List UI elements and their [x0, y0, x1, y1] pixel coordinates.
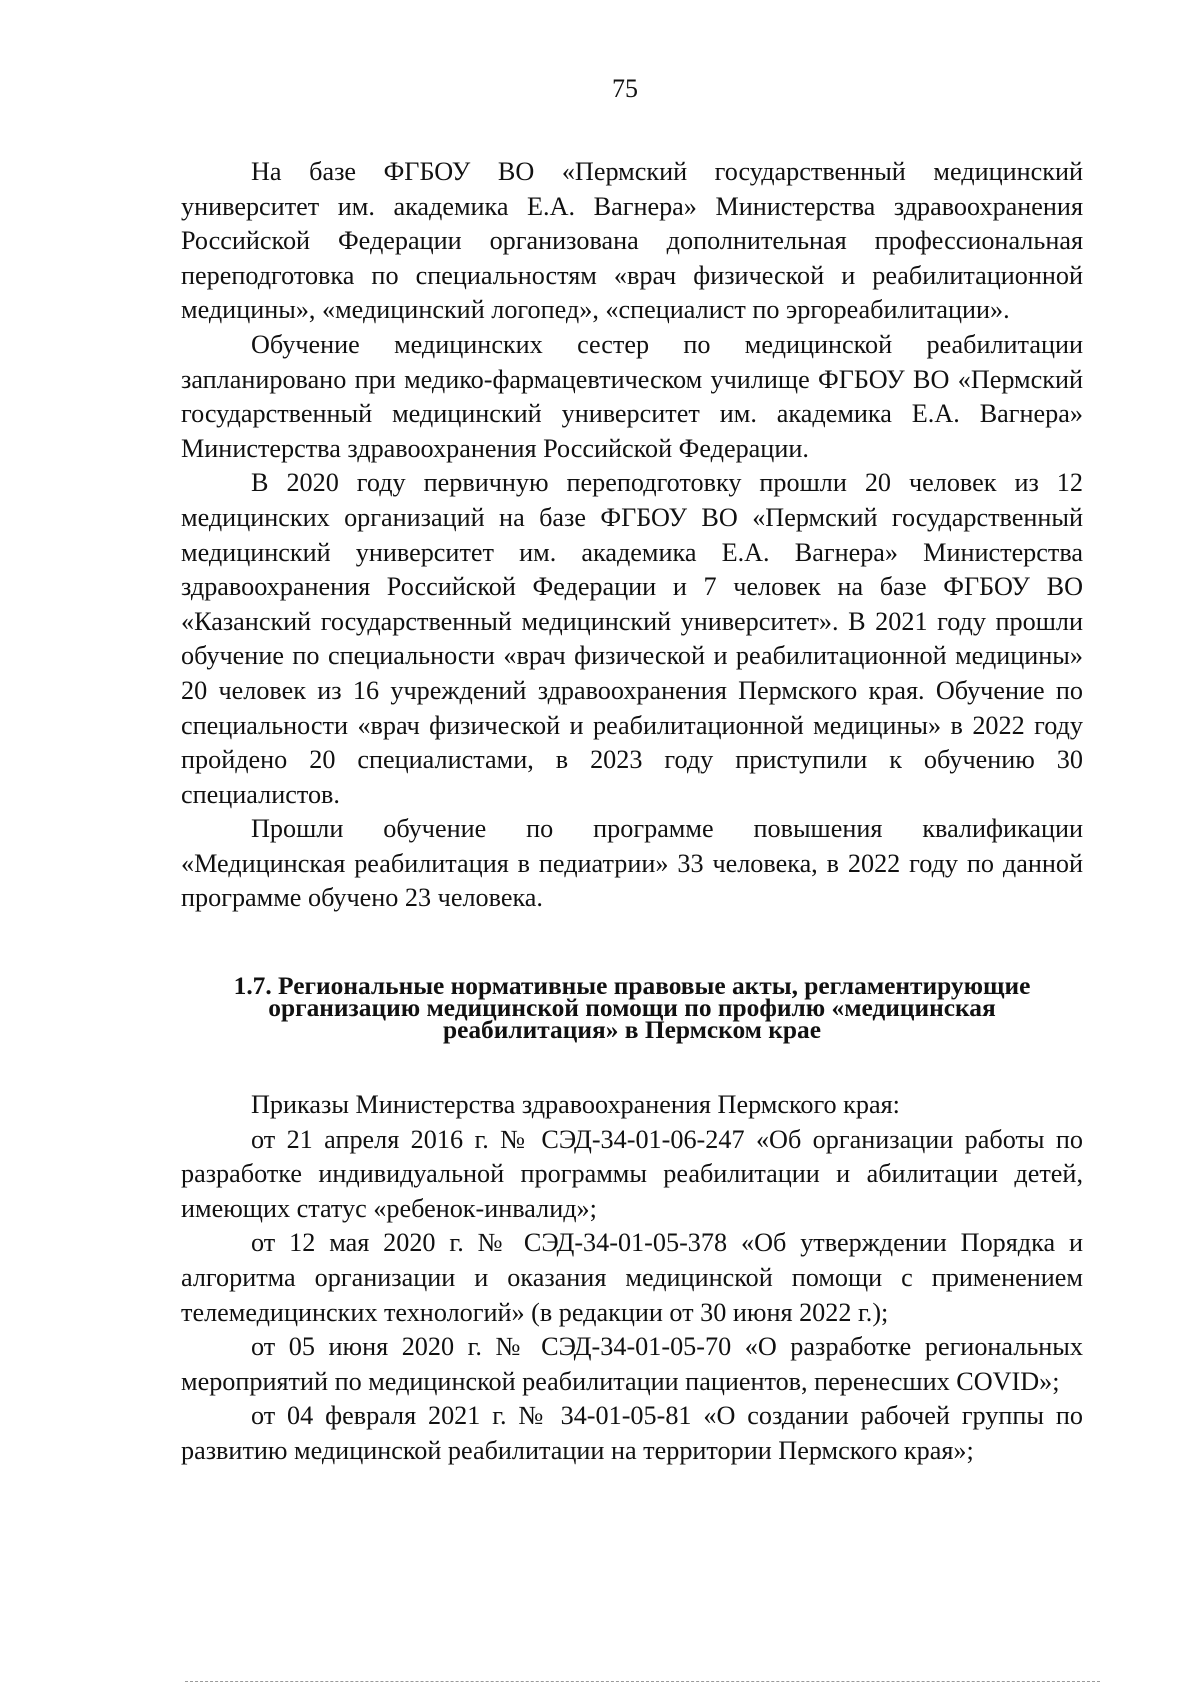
footer-divider — [185, 1681, 1100, 1682]
legal-act-item: от 12 мая 2020 г. № СЭД-34-01-05-378 «Об утверждении Порядка и алгоритма организации и оказания медицинской помощи с применением телемедицинских технологий» (в редакции от 30 июня 2022 г.); — [181, 1228, 1083, 1327]
body-text-block — [181, 155, 1083, 916]
section-heading: 1.7. Региональные нормативные правовые акты, регламентирующие организацию медицинской помощи по профилю «медицинская реабилитация» в Пермском крае — [233, 972, 1031, 1044]
legal-acts-intro: Приказы Министерства здравоохранения Пермского края: — [251, 1090, 900, 1119]
legal-act-item: от 04 февраля 2021 г. № 34-01-05-81 «О создании рабочей группы по развитию медицинской реабилитации на территории Пермского края»; — [181, 1401, 1083, 1465]
page-number: 75 — [612, 74, 638, 103]
legal-act-item: от 05 июня 2020 г. № СЭД-34-01-05-70 «О разработке региональных мероприятий по медицинской реабилитации пациентов, перенесших COVID»; — [181, 1332, 1083, 1396]
legal-act-item: от 21 апреля 2016 г. № СЭД-34-01-06-247 «Об организации работы по разработке индивидуальной программы реабилитации и абилитации детей, имеющих статус «ребенок-инвалид»; — [181, 1124, 1083, 1223]
paragraph-pediatrics-course: Прошли обучение по программе повышения квалификации «Медицинская реабилитация в педиатрии» 33 человека, в 2022 году по данной программе обучено 23 человека. — [181, 814, 1083, 913]
paragraph-retraining-stats: В 2020 году первичную переподготовку прошли 20 человек из 12 медицинских организаций на базе ФГБОУ ВО «Пермский государственный медицинский университет им. академика Е.А. Вагнера» Министерства здравоохранения Российской Федерации и 7 человек на базе ФГБОУ ВО «Казанский государственный медицинский университет». В 2021 году прошли обучение по специальности «врач физической и реабилитационной медицины» 20 человек из 16 учреждений здравоохранения Пермского края. Обучение по специальности «врач физической и реабилитационной медицины» в 2022 году пройдено 20 специалистами, в 2023 году приступили к обучению 30 специалистов. — [181, 468, 1083, 809]
legal-acts-block — [181, 1088, 1083, 1469]
paragraph-nurse-training: Обучение медицинских сестер по медицинской реабилитации запланировано при медико-фармацевтическом училище ФГБОУ ВО «Пермский государственный медицинский университет им. академика Е.А. Вагнера» Министерства здравоохранения Российской Федерации. — [181, 329, 1083, 463]
paragraph-training-programs: На базе ФГБОУ ВО «Пермский государственный медицинский университет им. академика Е.А. Вагнера» Министерства здравоохранения Российской Федерации организована дополнительная профессиональная переподготовка по специальностям «врач физической и реабилитационной медицины», «медицинский логопед», «специалист по эргореабилитации». — [181, 157, 1083, 325]
